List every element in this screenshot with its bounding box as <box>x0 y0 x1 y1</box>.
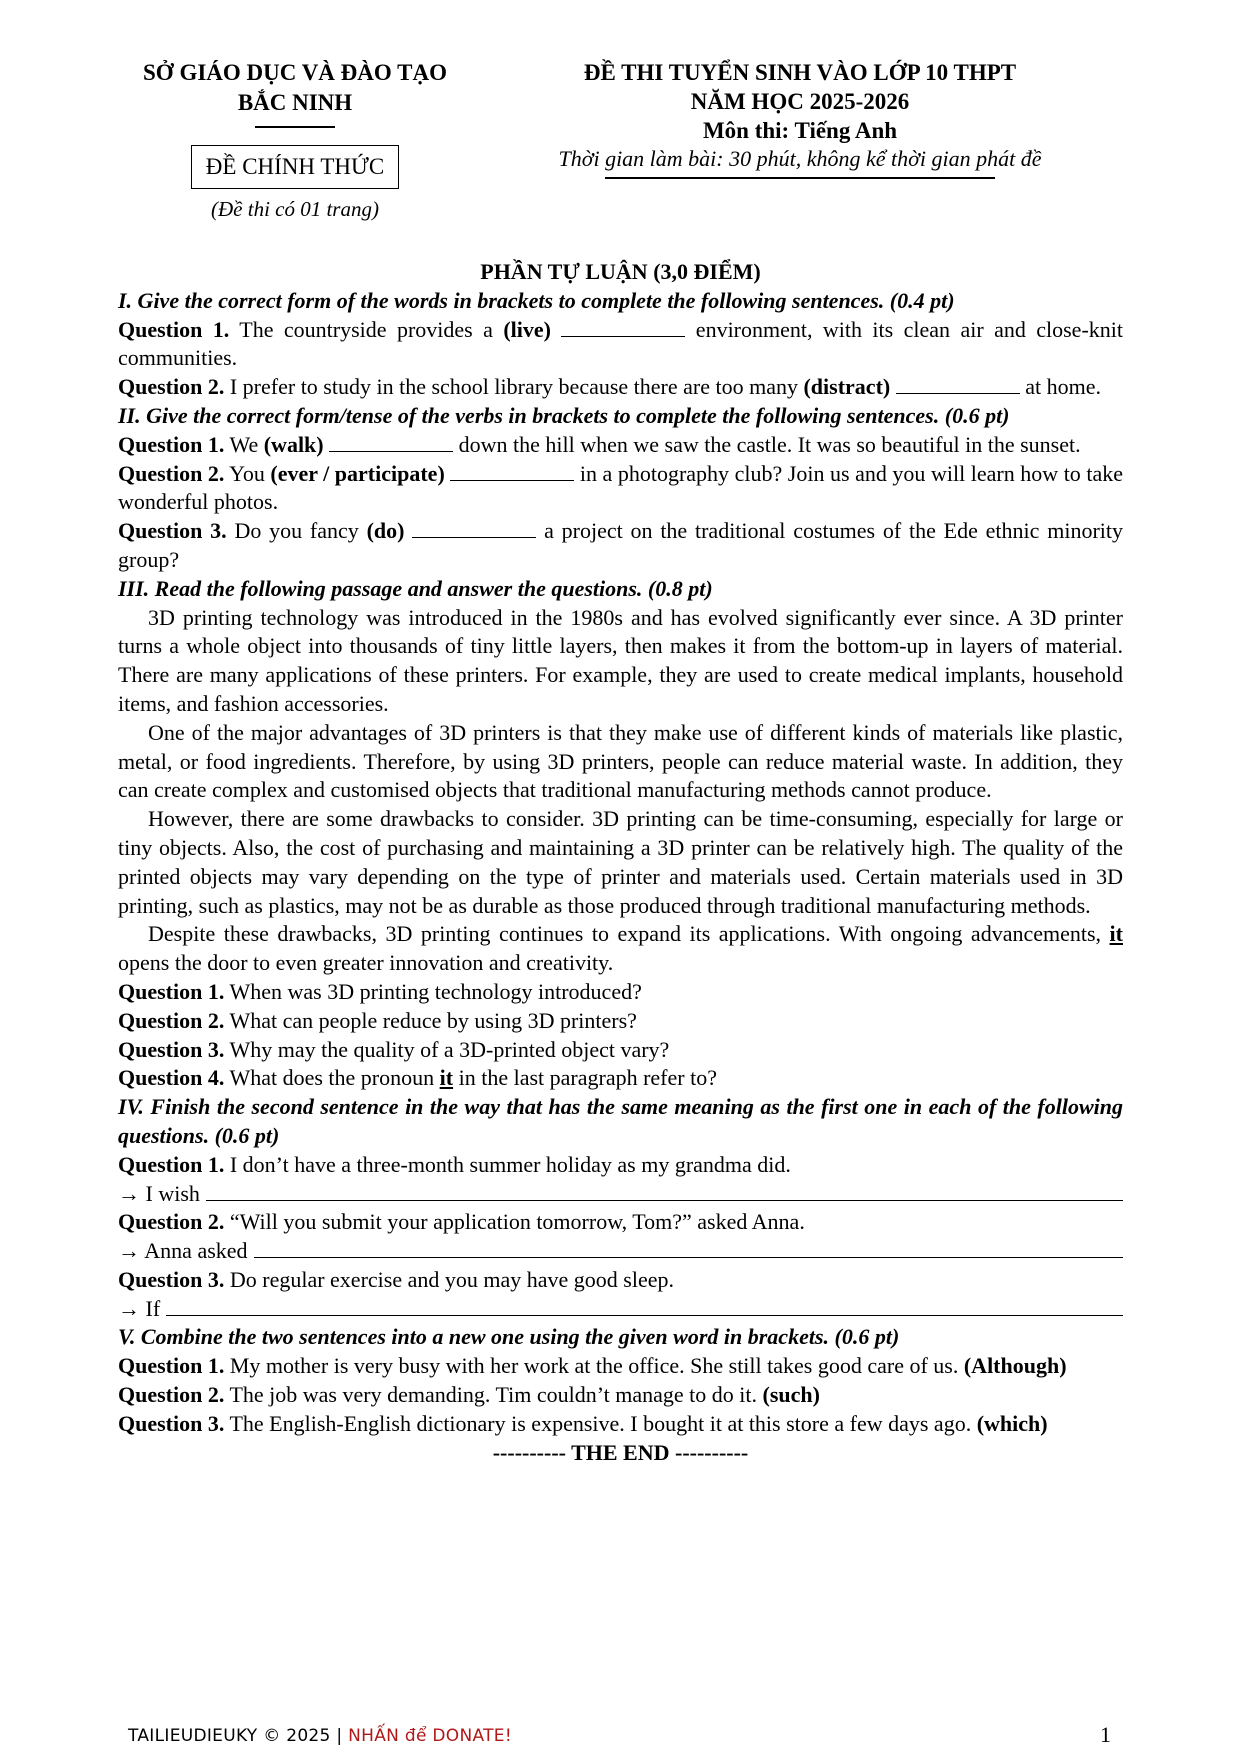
answer-blank[interactable] <box>450 462 574 481</box>
exam-title: ĐỀ THI TUYỂN SINH VÀO LỚP 10 THPT <box>583 60 1017 85</box>
answer-blank[interactable] <box>561 318 685 337</box>
section-3-title: III. Read the following passage and answer the questions. (0.8 pt) <box>118 575 713 601</box>
time-allowed: Thời gian làm bài: 30 phút, không kể thời gian phát đề <box>558 146 1042 171</box>
answer-line: → Anna asked <box>118 1237 1123 1266</box>
question: Question 3. Do you fancy (do) a project on the traditional costumes of the Ede ethnic minority group? <box>118 518 1123 572</box>
department-name: SỞ GIÁO DỤC VÀ ĐÀO TẠO <box>143 60 447 85</box>
province-name: BẮC NINH <box>237 90 353 115</box>
page-number: 1 <box>1100 1722 1111 1747</box>
footer-brand: TAILIEUDIEUKY © 2025 | <box>128 1726 349 1746</box>
answer-blank[interactable] <box>329 433 453 452</box>
question: Question 4. What does the pronoun it in the last paragraph refer to? <box>118 1065 717 1091</box>
question: Question 1. When was 3D printing technology introduced? <box>118 978 642 1004</box>
school-year: NĂM HỌC 2025-2026 <box>690 89 910 114</box>
pronoun-it: it <box>1109 921 1123 947</box>
question: Question 3. Do regular exercise and you may have good sleep. <box>118 1266 674 1292</box>
header-right <box>510 58 1090 179</box>
question: Question 2. “Will you submit your application tomorrow, Tom?” asked Anna. <box>118 1209 805 1235</box>
section-5-title: V. Combine the two sentences into a new one using the given word in brackets. (0.6 pt) <box>118 1324 900 1350</box>
page-count-note: (Đề thi có 01 trang) <box>211 197 379 221</box>
question: Question 2. I prefer to study in the school library because there are too many (distract) at home. <box>118 374 1101 400</box>
header-left <box>110 58 480 222</box>
official-exam-badge: ĐỀ CHÍNH THỨC <box>191 145 399 189</box>
answer-blank[interactable] <box>412 519 536 538</box>
answer-blank[interactable] <box>254 1237 1123 1258</box>
answer-blank[interactable] <box>896 375 1020 394</box>
question: Question 2. The job was very demanding. Tim couldn’t manage to do it. (such) <box>118 1382 820 1408</box>
section-2-title: II. Give the correct form/tense of the verbs in brackets to complete the following sentences. (0.6 pt) <box>118 402 1010 428</box>
answer-blank[interactable] <box>166 1295 1123 1316</box>
question: Question 2. What can people reduce by using 3D printers? <box>118 1007 637 1033</box>
footer <box>128 1726 512 1746</box>
passage-paragraph: Despite these drawbacks, 3D printing continues to expand its applications. With ongoing advancements, it opens the door to even greater innovation and creativity. <box>118 921 1123 976</box>
question: Question 1. The countryside provides a (live) environment, with its clean air and close-knit communities. <box>118 316 1124 371</box>
passage-paragraph: One of the major advantages of 3D printers is that they make use of different kinds of materials like plastic, metal, or food ingredients. Therefore, by using 3D printers, people can reduce material waste. In addition, they can create complex and customised objects that traditional manufacturing methods cannot produce. <box>118 719 1123 803</box>
section-1-title: I. Give the correct form of the words in brackets to complete the following sentences. (0.4 pt) <box>118 287 955 313</box>
section-4-title: IV. Finish the second sentence in the way that has the same meaning as the first one in each of the following questions. (0.6 pt) <box>118 1094 1123 1148</box>
answer-blank[interactable] <box>206 1180 1123 1201</box>
exam-content <box>118 258 1123 1467</box>
question: Question 1. My mother is very busy with her work at the office. She still takes good care of us. (Although) <box>118 1353 1067 1379</box>
divider <box>605 177 995 179</box>
part-title: PHẦN TỰ LUẬN (3,0 ĐIỂM) <box>480 259 761 284</box>
question: Question 1. We (walk) down the hill when we saw the castle. It was so beautiful in the sunset. <box>118 431 1081 457</box>
question: Question 1. I don’t have a three-month summer holiday as my grandma did. <box>118 1151 791 1177</box>
donate-link[interactable]: NHẤN để DONATE! <box>348 1726 512 1746</box>
subject: Môn thi: Tiếng Anh <box>702 118 898 143</box>
question: Question 3. The English-English dictionary is expensive. I bought it at this store a few days ago. (which) <box>118 1410 1048 1436</box>
question: Question 3. Why may the quality of a 3D-printed object vary? <box>118 1036 670 1062</box>
passage-paragraph: 3D printing technology was introduced in the 1980s and has evolved significantly ever since. A 3D printer turns a whole object into thousands of tiny little layers, then makes it from the bottom-up in layers of material. There are many applications of these printers. For example, they are used to create medical implants, household items, and fashion accessories. <box>118 604 1123 716</box>
passage-paragraph: However, there are some drawbacks to consider. 3D printing can be time-consuming, especially for large or tiny objects. Also, the cost of purchasing and maintaining a 3D printer can be relatively high. The quality of the printed objects may vary depending on the type of printer and materials used. Certain materials used in 3D printing, such as plastics, may not be as durable as those produced through traditional manufacturing methods. <box>118 806 1123 918</box>
divider <box>255 126 335 128</box>
answer-line: → I wish <box>118 1180 1123 1209</box>
question: Question 2. You (ever / participate) in a photography club? Join us and you will learn how to take wonderful photos. <box>118 460 1123 515</box>
answer-line: → If <box>118 1295 1123 1324</box>
end-marker: ---------- THE END ---------- <box>492 1439 749 1465</box>
